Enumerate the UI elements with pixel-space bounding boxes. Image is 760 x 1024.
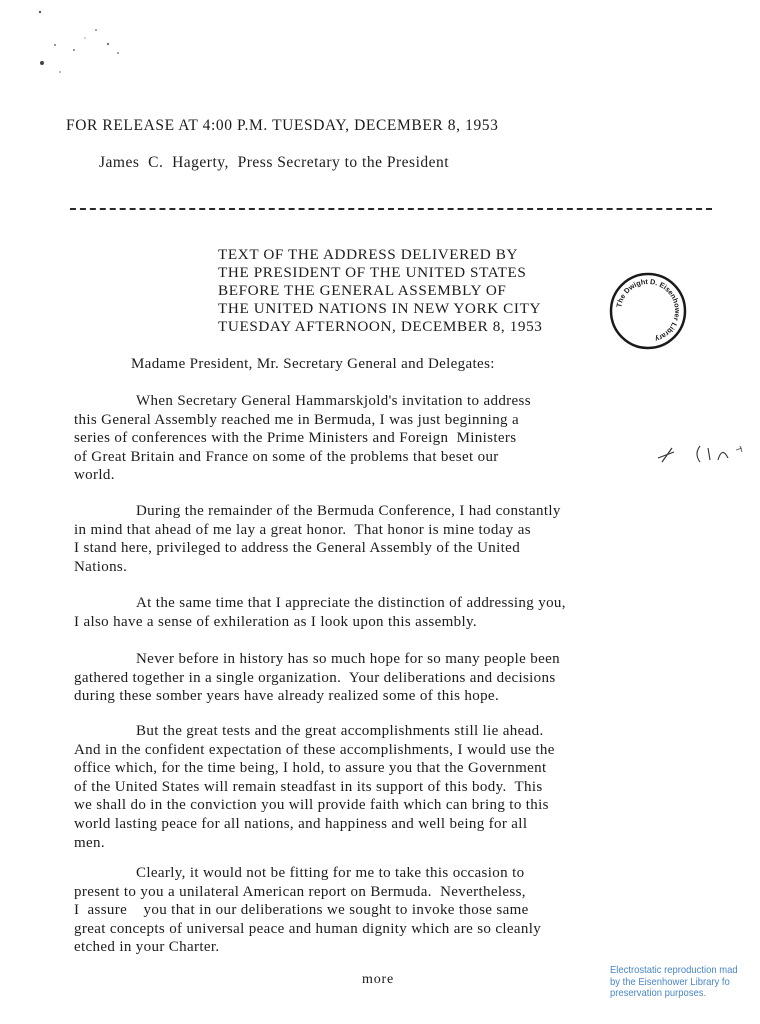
- paragraph-line: I assure you that in our deliberations we sought to invoke those same: [74, 902, 529, 919]
- paragraph-line: At the same time that I appreciate the distinction of addressing you,: [136, 595, 566, 611]
- paragraph-line: office which, for the time being, I hold, to assure you that the Government: [74, 760, 547, 777]
- heading-line: TEXT OF THE ADDRESS DELIVERED BY: [218, 246, 519, 263]
- paragraph-line: in mind that ahead of me lay a great honor. That honor is mine today as: [74, 521, 531, 538]
- paragraph-line: etched in your Charter.: [74, 939, 220, 956]
- paragraph: [74, 502, 714, 576]
- paragraph-line: I stand here, privileged to address the General Assembly of the United: [74, 540, 521, 557]
- paragraph-line: But the great tests and the great accomplishments still lie ahead.: [136, 723, 544, 739]
- paragraph-line: And in the confident expectation of these accomplishments, I would use the: [74, 741, 555, 758]
- svg-text:The Dwight D. Eisenhower Libra: The Dwight D. Eisenhower Library: [614, 276, 683, 344]
- paragraph: [74, 650, 714, 706]
- handwritten-mark: [656, 440, 760, 470]
- address-heading: [218, 246, 618, 336]
- paragraph-line: world.: [74, 467, 115, 484]
- paragraph-line: great concepts of universal peace and human dignity which are so cleanly: [74, 920, 542, 937]
- paragraph-line: Nations.: [74, 558, 128, 575]
- paragraph-line: of the United States will remain steadfast in its support of this body. This: [74, 778, 543, 795]
- note-line: Electrostatic reproduction mad: [610, 964, 738, 976]
- paragraph-line: When Secretary General Hammarskjold's invitation to address: [136, 393, 531, 409]
- press-secretary-line: James C. Hagerty, Press Secretary to the President: [99, 154, 450, 171]
- paragraph-line: world lasting peace for all nations, and happiness and well being for all: [74, 815, 528, 832]
- paragraph: [74, 864, 714, 957]
- paragraph-line: of Great Britain and France on some of the problems that beset our: [74, 448, 499, 465]
- scan-specks: [0, 0, 760, 100]
- salutation: Madame President, Mr. Secretary General and Delegates:: [131, 356, 495, 372]
- paragraph-line: men.: [74, 834, 105, 851]
- paragraph-line: during these somber years have already realized some of this hope.: [74, 688, 500, 705]
- library-stamp: [609, 272, 687, 350]
- paragraph-line: series of conferences with the Prime Ministers and Foreign Ministers: [74, 430, 517, 447]
- more-indicator: more: [362, 972, 394, 987]
- heading-line: THE PRESIDENT OF THE UNITED STATES: [218, 264, 527, 281]
- paragraph-line: we shall do in the conviction you will provide faith which can bring to this: [74, 797, 549, 814]
- paragraph-line: Clearly, it would not be fitting for me to take this occasion to: [136, 865, 525, 881]
- paragraph-line: Never before in history has so much hope for so many people been: [136, 651, 560, 667]
- paragraph: [74, 594, 714, 631]
- note-line: by the Eisenhower Library fo: [610, 975, 730, 988]
- release-line: FOR RELEASE AT 4:00 P.M. TUESDAY, DECEMBER 8, 1953: [66, 117, 499, 134]
- paragraph-line: During the remainder of the Bermuda Conference, I had constantly: [136, 503, 561, 519]
- paragraph-line: gathered together in a single organization. Your deliberations and decisions: [74, 669, 556, 686]
- paragraph-line: this General Assembly reached me in Bermuda, I was just beginning a: [74, 411, 520, 428]
- paragraph: [74, 392, 714, 485]
- heading-line: THE UNITED NATIONS IN NEW YORK CITY: [218, 300, 542, 317]
- heading-line: BEFORE THE GENERAL ASSEMBLY OF: [218, 282, 507, 299]
- preservation-note: [610, 965, 745, 1000]
- paragraph-line: I also have a sense of exhileration as I look upon this assembly.: [74, 613, 477, 630]
- note-line: preservation purposes.: [610, 987, 707, 999]
- paragraph-line: present to you a unilateral American report on Bermuda. Nevertheless,: [74, 883, 526, 900]
- paragraph: [74, 722, 714, 852]
- heading-line: TUESDAY AFTERNOON, DECEMBER 8, 1953: [218, 318, 543, 335]
- dashed-divider: [70, 208, 712, 210]
